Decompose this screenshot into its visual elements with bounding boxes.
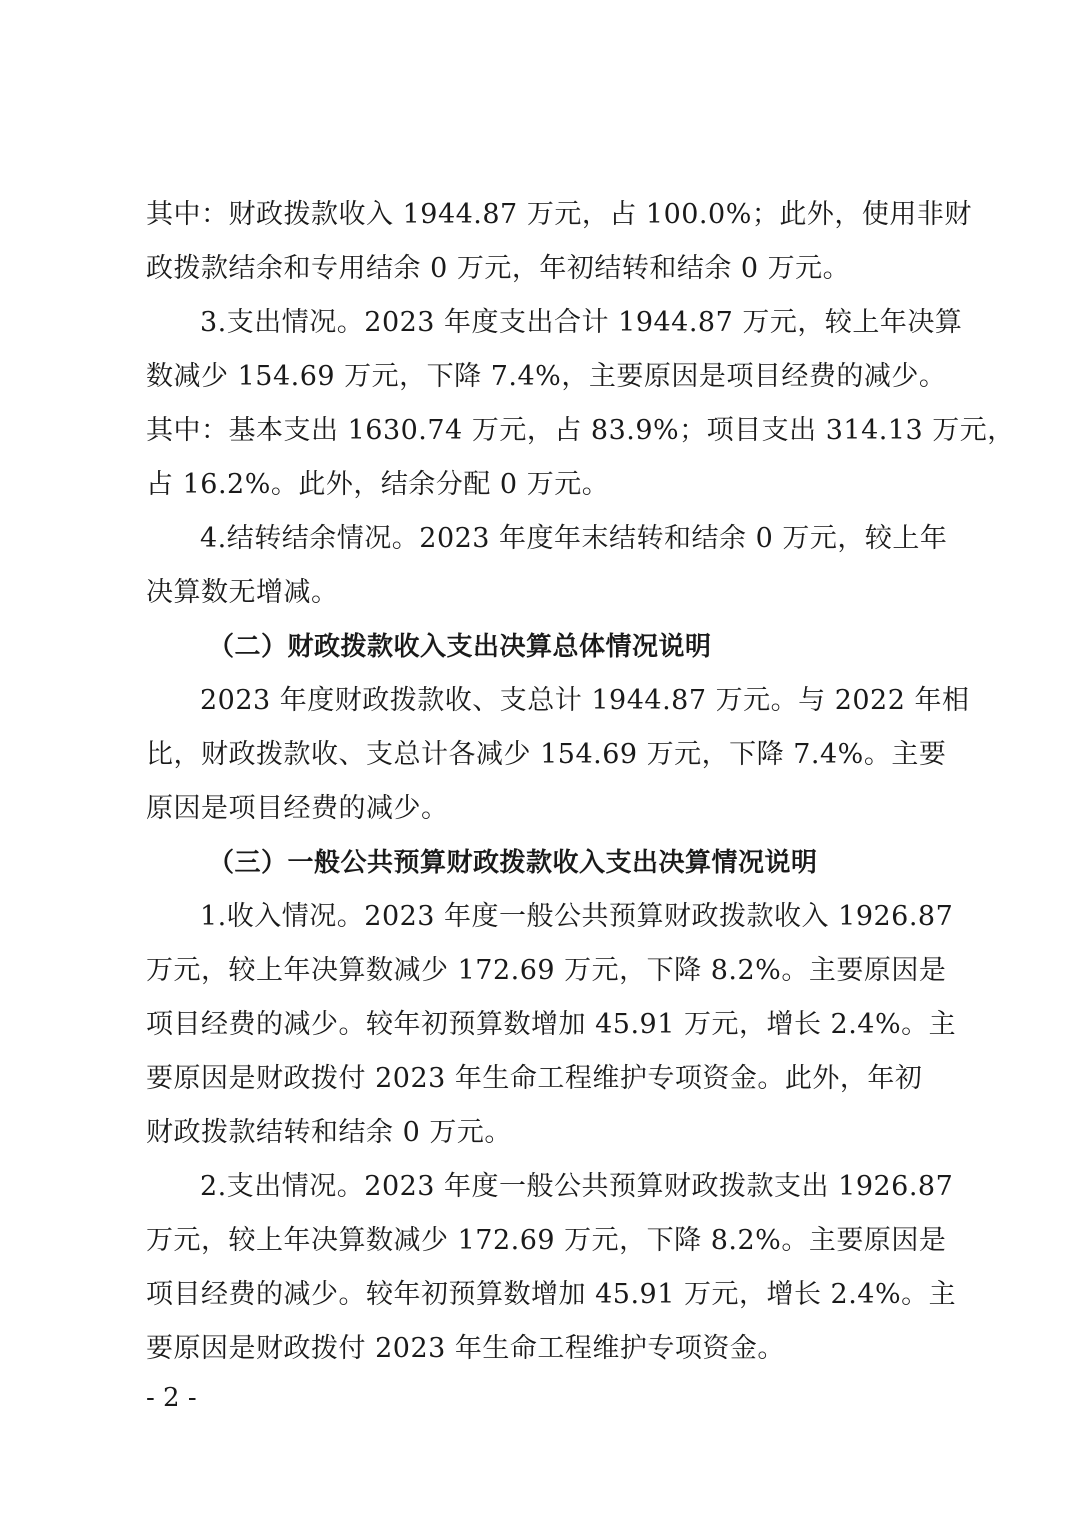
section-heading: （三）一般公共预算财政拨款收入支出决算情况说明 bbox=[208, 848, 818, 878]
body-line: 数减少 154.69 万元，下降 7.4%，主要原因是项目经费的减少。 bbox=[146, 361, 947, 392]
body-line: 要原因是财政拨付 2023 年生命工程维护专项资金。此外，年初 bbox=[146, 1063, 923, 1094]
body-line: 项目经费的减少。较年初预算数增加 45.91 万元，增长 2.4%。主 bbox=[146, 1279, 957, 1310]
paragraph-start-line: 3.支出情况。2023 年度支出合计 1944.87 万元，较上年决算 bbox=[200, 307, 963, 338]
body-line: 万元，较上年决算数减少 172.69 万元，下降 8.2%。主要原因是 bbox=[146, 1225, 947, 1256]
document-body bbox=[146, 188, 1015, 1376]
paragraph-start-line: 1.收入情况。2023 年度一般公共预算财政拨款收入 1926.87 bbox=[200, 901, 954, 932]
paragraph-start-line: 2.支出情况。2023 年度一般公共预算财政拨款支出 1926.87 bbox=[200, 1171, 954, 1202]
body-line: 比，财政拨款收、支总计各减少 154.69 万元，下降 7.4%。主要 bbox=[146, 739, 947, 770]
page-number: - 2 - bbox=[146, 1383, 197, 1413]
body-line: 占 16.2%。此外，结余分配 0 万元。 bbox=[146, 469, 610, 500]
body-line: 财政拨款结转和结余 0 万元。 bbox=[146, 1117, 512, 1148]
body-line: 原因是项目经费的减少。 bbox=[146, 793, 449, 824]
body-line: 项目经费的减少。较年初预算数增加 45.91 万元，增长 2.4%。主 bbox=[146, 1009, 957, 1040]
body-line: 决算数无增减。 bbox=[146, 577, 339, 608]
body-line: 政拨款结余和专用结余 0 万元，年初结转和结余 0 万元。 bbox=[146, 253, 851, 284]
paragraph-start-line: 2023 年度财政拨款收、支总计 1944.87 万元。与 2022 年相 bbox=[200, 685, 970, 716]
body-line: 其中：基本支出 1630.74 万元，占 83.9%；项目支出 314.13 万元， bbox=[146, 415, 1015, 446]
body-line: 其中：财政拨款收入 1944.87 万元，占 100.0%；此外，使用非财 bbox=[146, 199, 972, 230]
paragraph-start-line: 4.结转结余情况。2023 年度年末结转和结余 0 万元，较上年 bbox=[200, 523, 948, 554]
body-line: 万元，较上年决算数减少 172.69 万元，下降 8.2%。主要原因是 bbox=[146, 955, 947, 986]
section-heading: （二）财政拨款收入支出决算总体情况说明 bbox=[208, 632, 712, 662]
body-line: 要原因是财政拨付 2023 年生命工程维护专项资金。 bbox=[146, 1333, 785, 1364]
